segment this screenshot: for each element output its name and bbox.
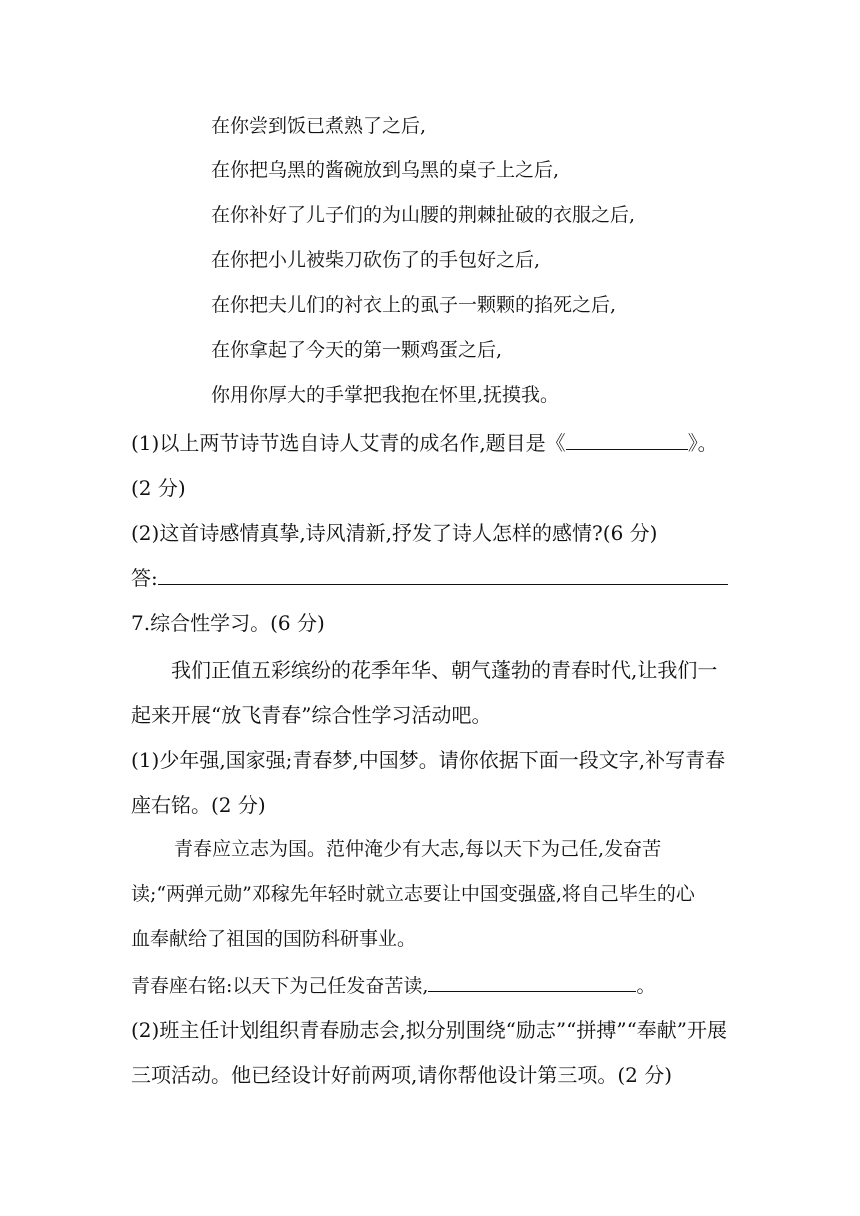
poem-line-5: 在你把夫儿们的衬衣上的虱子一颗颗的掐死之后, [211, 294, 617, 316]
motto-label: 青春座右铭:以天下为己任发奋苦读, [131, 975, 429, 997]
motto-end: 。 [636, 975, 656, 997]
q6-part2: (2)这首诗感情真挚,诗风清新,抒发了诗人怎样的感情?(6 分) [131, 521, 658, 545]
answer-label: 答: [131, 566, 158, 590]
poem-line-4: 在你把小儿被柴刀砍伤了的手包好之后, [211, 249, 541, 271]
q6-answer-line [131, 568, 728, 588]
q6-part1 [131, 433, 718, 453]
feeling-answer-blank[interactable] [158, 568, 728, 585]
poem-line-3: 在你补好了儿子们的为山腰的荆棘扯破的衣服之后, [211, 204, 636, 226]
q7-intro-line-1: 我们正值五彩缤纷的花季年华、朝气蓬勃的青春时代,让我们一 [171, 658, 718, 682]
poem-line-1: 在你尝到饭已煮熟了之后, [211, 115, 427, 137]
q6-part1-closing: 》。 [687, 431, 718, 455]
q6-part1-score: (2 分) [131, 476, 186, 500]
passage-line-2: 读;“两弹元勋”邓稼先年轻时就立志要让中国变强盛,将自己毕生的心 [131, 883, 695, 905]
q7-part1-line-1: (1)少年强,国家强;青春梦,中国梦。请你依据下面一段文字,补写青春 [131, 748, 726, 772]
q7-intro-line-2: 起来开展“放飞青春”综合性学习活动吧。 [131, 703, 492, 727]
motto-answer-blank[interactable] [428, 975, 636, 992]
passage-line-3: 血奉献给了祖国的国防科研事业。 [131, 928, 417, 950]
title-answer-blank[interactable] [566, 433, 688, 450]
q7-title: 7.综合性学习。(6 分) [131, 611, 325, 635]
poem-line-2: 在你把乌黑的酱碗放到乌黑的桌子上之后, [211, 159, 560, 181]
q7-part1-line-2: 座右铭。(2 分) [131, 793, 266, 817]
q7-part2-line-1: (2)班主任计划组织青春励志会,拟分别围绕“励志”“拼搏”“奉献”开展 [131, 1018, 728, 1042]
poem-line-7: 你用你厚大的手掌把我抱在怀里,抚摸我。 [211, 384, 560, 406]
passage-line-1: 青春应立志为国。范仲淹少有大志,每以天下为己任,发奋苦 [174, 838, 662, 860]
poem-line-6: 在你拿起了今天的第一颗鸡蛋之后, [211, 339, 503, 361]
motto-line [131, 975, 655, 996]
q6-part1-text: (1)以上两节诗节选自诗人艾青的成名作,题目是《 [131, 431, 566, 455]
q7-part2-line-2: 三项活动。他已经设计好前两项,请你帮他设计第三项。(2 分) [131, 1063, 673, 1087]
